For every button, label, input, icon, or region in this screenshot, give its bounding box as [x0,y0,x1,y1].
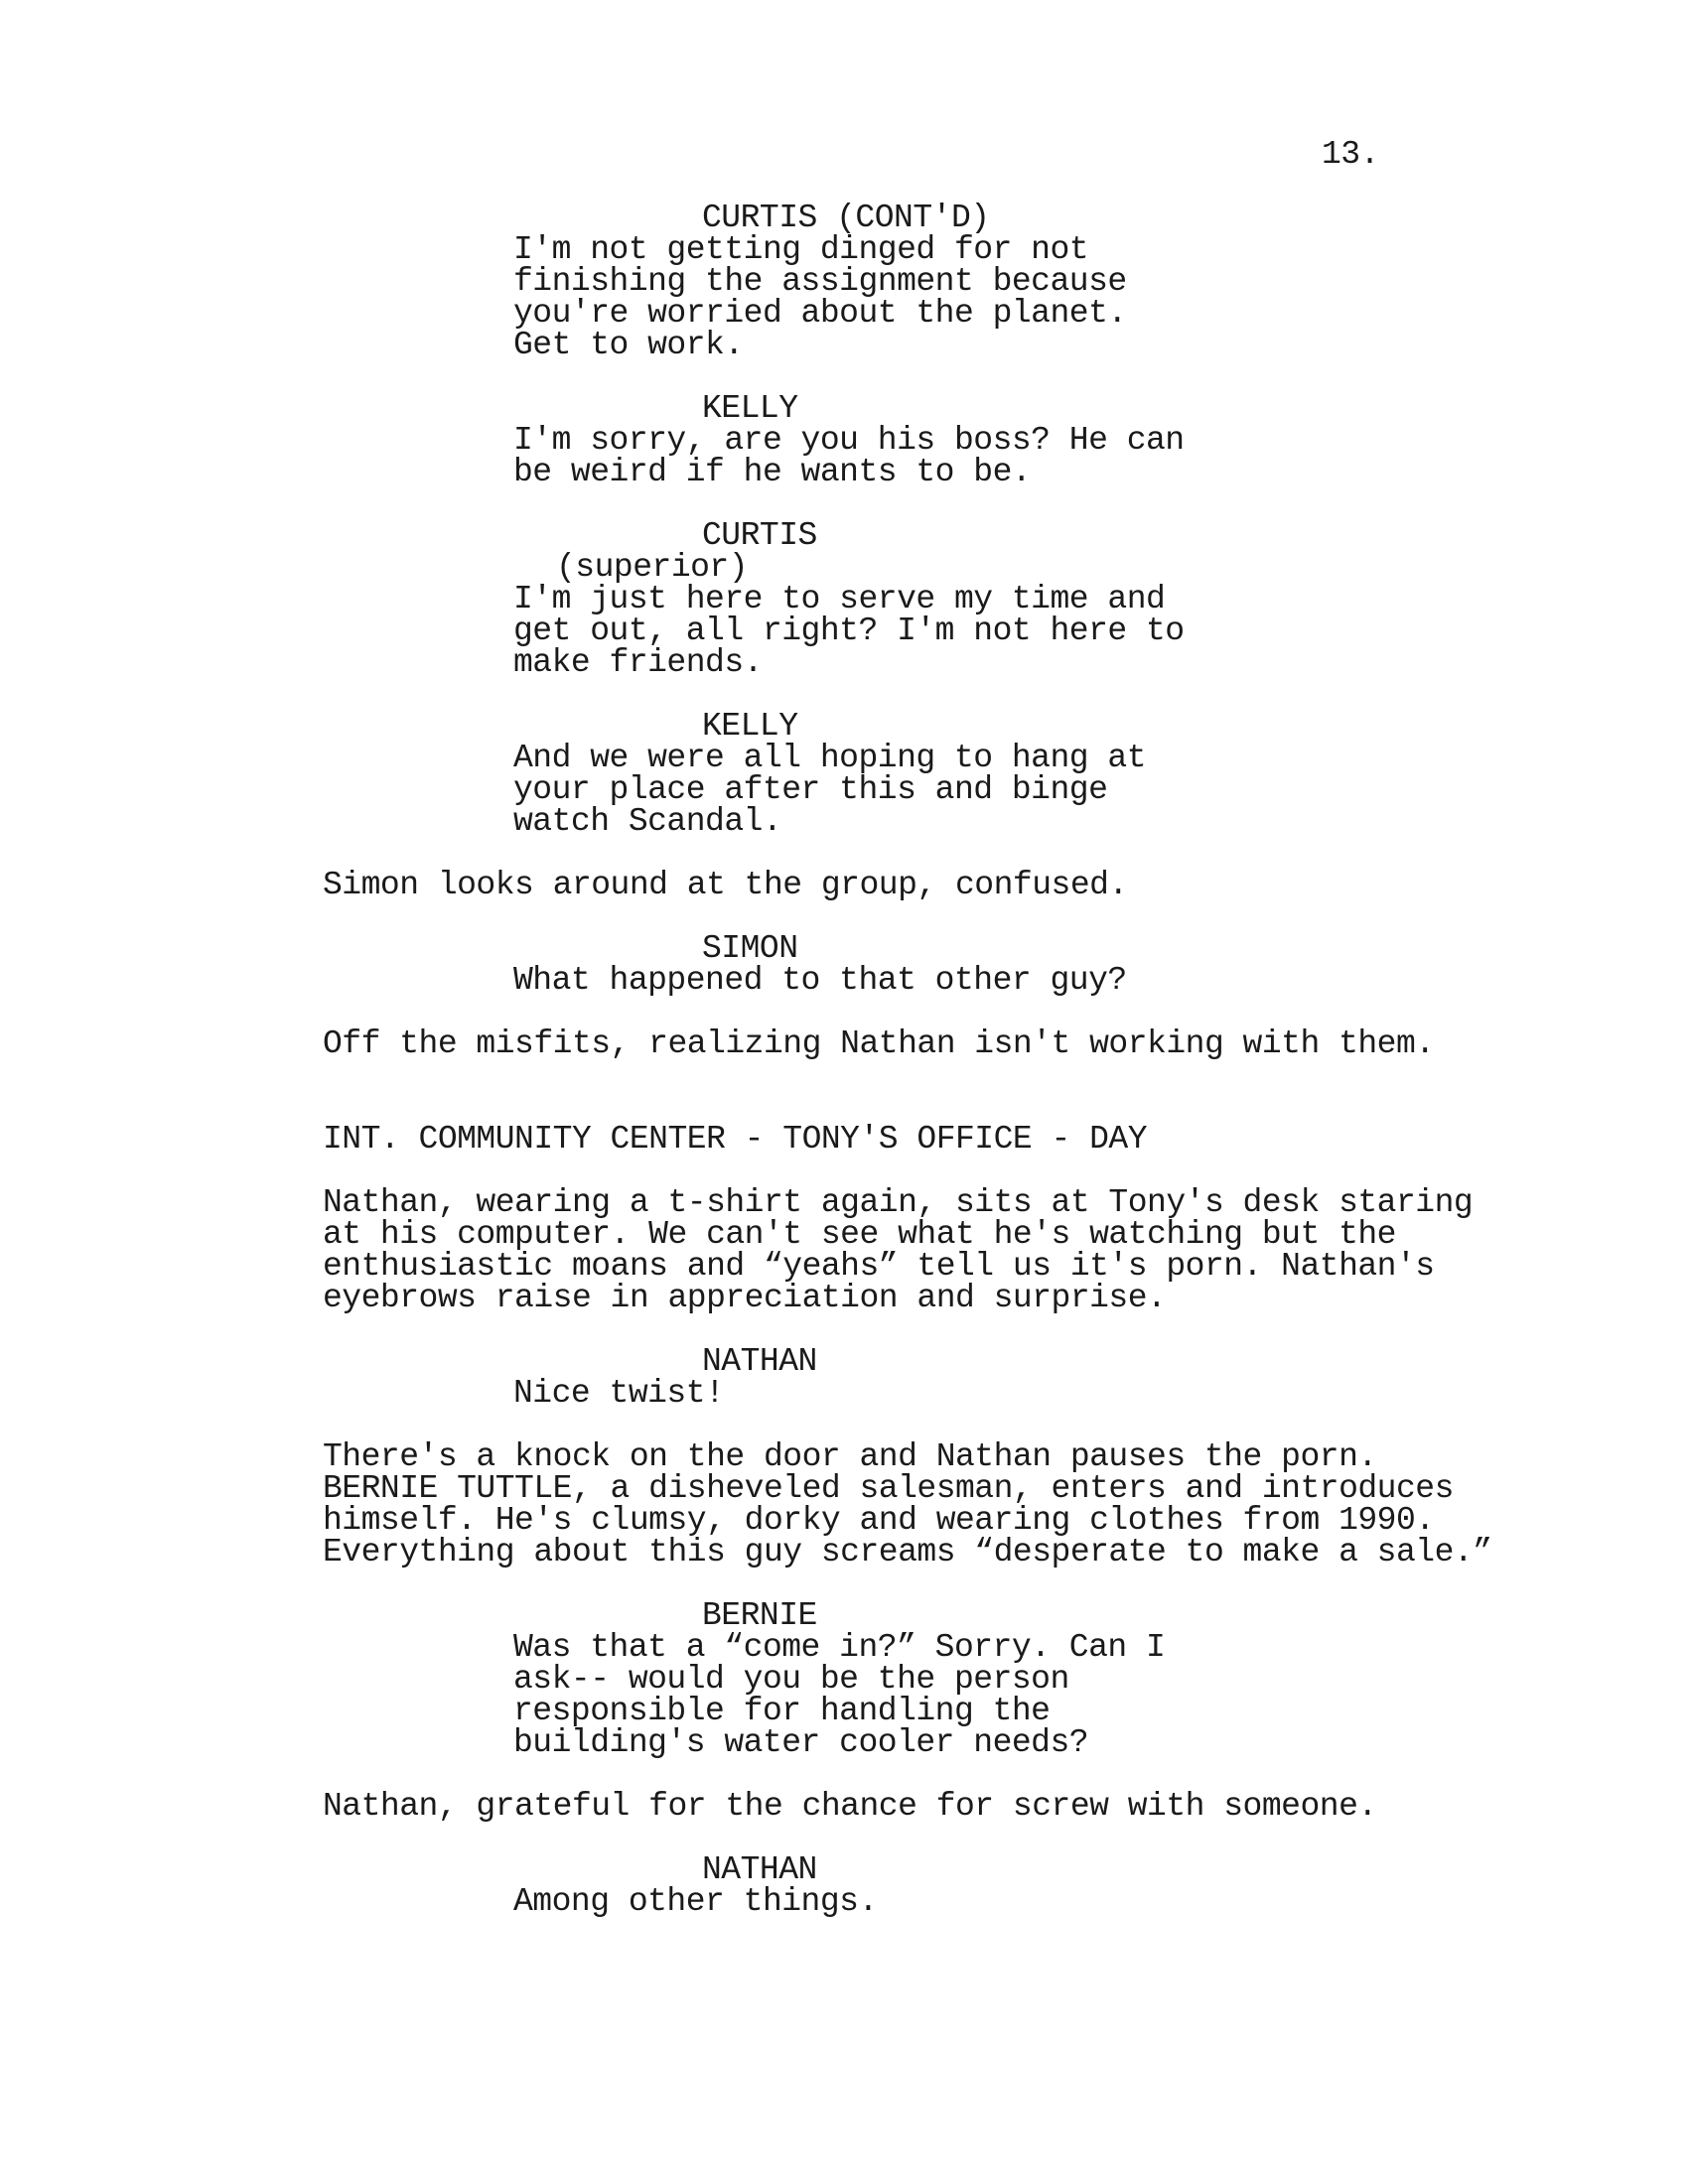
dialogue-line: Nice twist! [513,1375,725,1412]
dialogue-line: What happened to that other guy? [513,962,1127,999]
character-cue-nathan: NATHAN [702,1851,817,1888]
dialogue-line: watch Scandal. [513,803,782,840]
character-cue-curtis: CURTIS [702,517,817,554]
action-line: Nathan, wearing a t-shirt again, sits at Tony's desk staring [323,1184,1474,1221]
dialogue-line: I'm sorry, are you his boss? He can [513,422,1185,459]
dialogue-line: your place after this and binge [513,771,1108,808]
dialogue-line: And we were all hoping to hang at [513,740,1147,776]
dialogue-line: finishing the assignment because [513,263,1127,300]
character-cue-kelly: KELLY [702,708,798,745]
action-line: enthusiastic moans and “yeahs” tell us it's porn. Nathan's [323,1248,1435,1285]
character-cue-bernie: BERNIE [702,1597,817,1634]
dialogue-line: building's water cooler needs? [513,1724,1089,1761]
dialogue-line: you're worried about the planet. [513,295,1127,332]
dialogue-line: Get to work. [513,327,744,363]
character-cue-kelly: KELLY [702,390,798,427]
dialogue-line: be weird if he wants to be. [513,454,1032,490]
action-line: himself. He's clumsy, dorky and wearing clothes from 1990. [323,1502,1435,1539]
action-line: Simon looks around at the group, confused. [323,867,1128,903]
action-line: Off the misfits, realizing Nathan isn't working with them. [323,1025,1435,1062]
action-line: at his computer. We can't see what he's watching but the [323,1216,1396,1253]
action-line: There's a knock on the door and Nathan pauses the porn. [323,1438,1377,1475]
character-cue-nathan: NATHAN [702,1343,817,1380]
scene-heading: INT. COMMUNITY CENTER - TONY'S OFFICE - DAY [323,1121,1148,1158]
action-line: eyebrows raise in appreciation and surprise. [323,1280,1167,1316]
page-number: 13. [1322,136,1379,173]
dialogue-line: make friends. [513,644,763,681]
dialogue-line: Among other things. [513,1883,878,1920]
action-line: Nathan, grateful for the chance for screw with someone. [323,1788,1377,1825]
character-cue-curtis-contd: CURTIS (CONT'D) [702,200,990,236]
dialogue-line: Was that a “come in?” Sorry. Can I [513,1629,1166,1666]
character-cue-simon: SIMON [702,930,798,967]
dialogue-line: I'm not getting dinged for not [513,231,1089,268]
dialogue-line: responsible for handling the [513,1693,1051,1729]
action-line: Everything about this guy screams “desperate to make a sale.” [323,1534,1492,1570]
parenthetical: (superior) [556,549,749,586]
dialogue-line: get out, all right? I'm not here to [513,613,1185,649]
action-line: BERNIE TUTTLE, a disheveled salesman, enters and introduces [323,1470,1454,1507]
dialogue-line: I'm just here to serve my time and [513,581,1166,617]
dialogue-line: ask-- would you be the person [513,1661,1069,1698]
